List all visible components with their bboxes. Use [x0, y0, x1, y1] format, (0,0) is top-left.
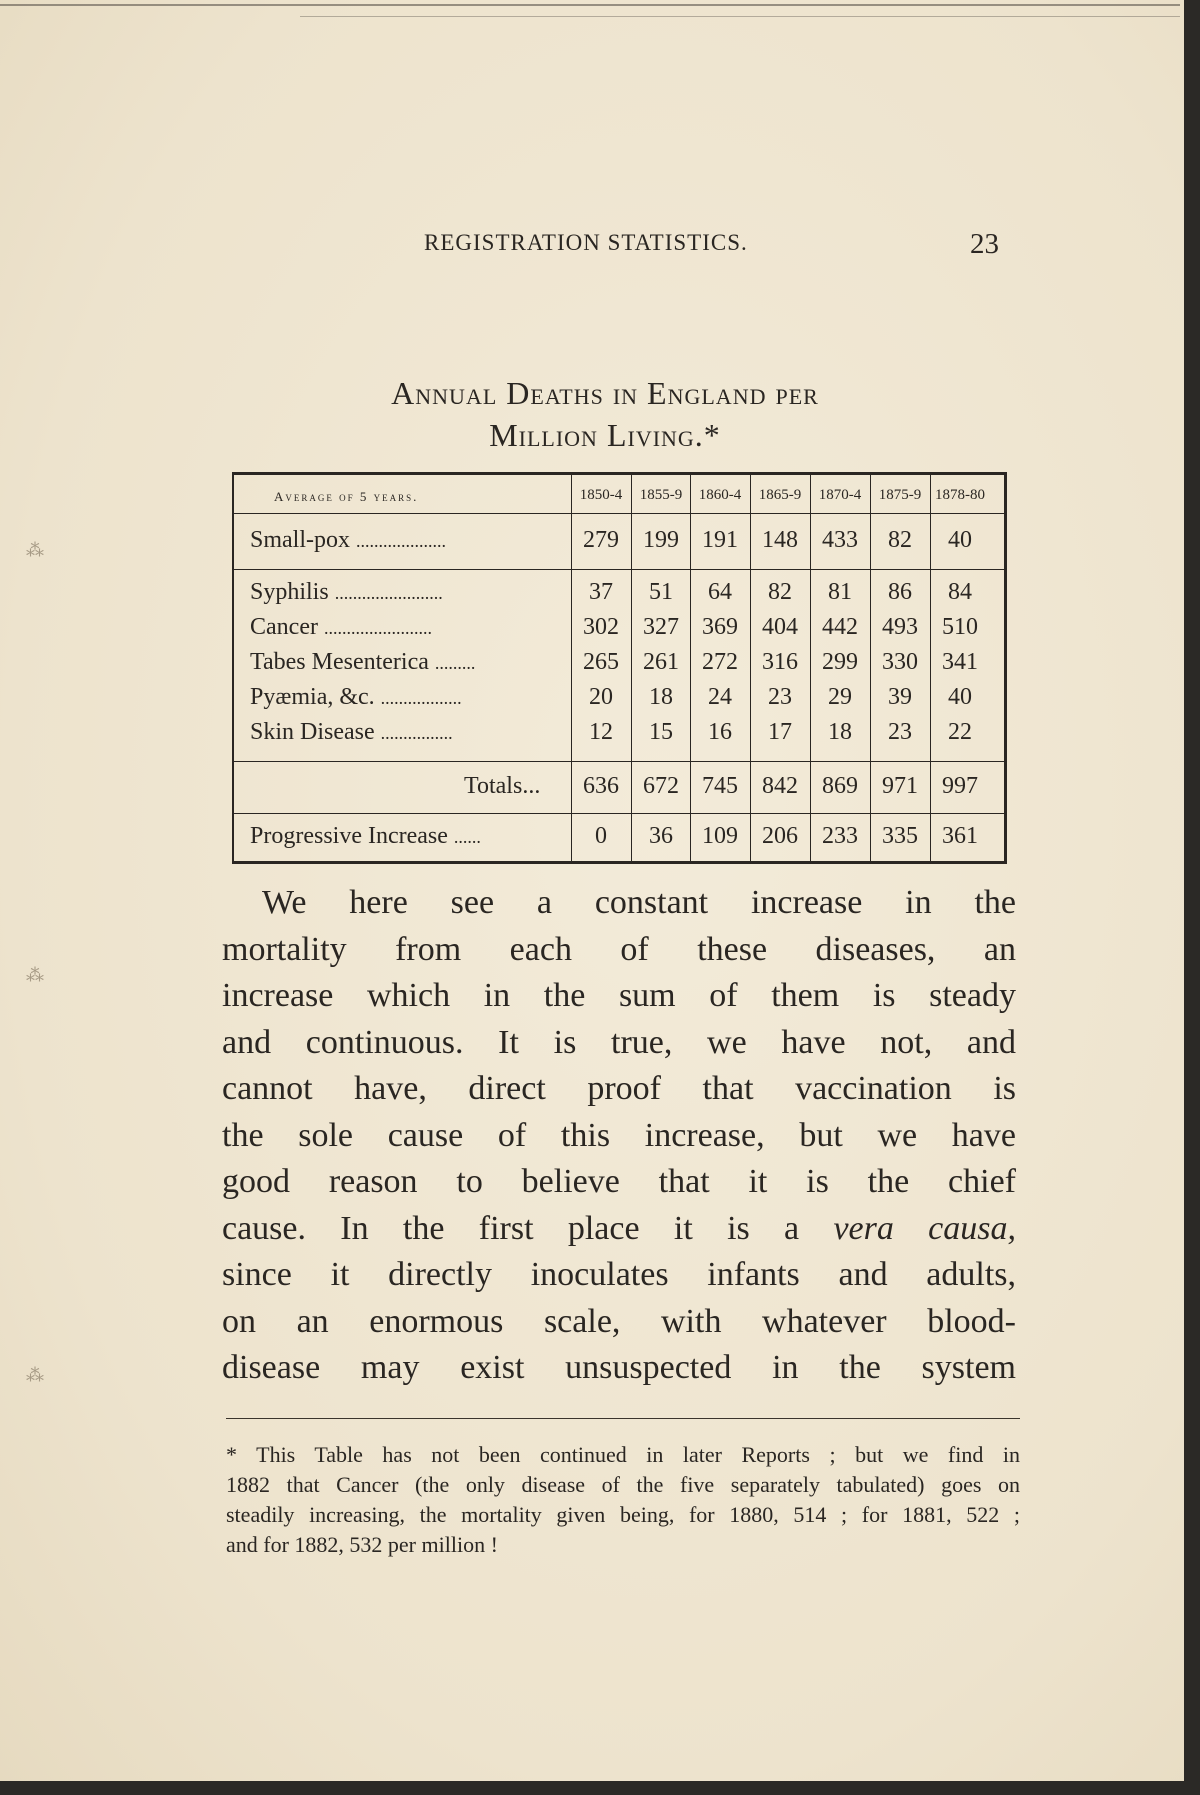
table-cell: 17	[768, 719, 792, 745]
margin-mark: ⁂	[26, 1365, 44, 1385]
table-cell: 40	[948, 527, 972, 553]
row-label-text: Skin Disease	[250, 719, 375, 745]
table-cell: 404	[762, 614, 798, 640]
table-cell: 82	[768, 579, 792, 605]
row-label-text: Progressive Increase	[250, 823, 448, 849]
table-cell: 191	[702, 527, 738, 553]
scan-edge-bottom	[0, 1781, 1200, 1795]
table-cell: 493	[882, 614, 918, 640]
totals-cell: 745	[702, 773, 738, 799]
table-cell: 29	[828, 684, 852, 710]
progressive-cell: 109	[702, 823, 738, 849]
column-header: 1860-4	[698, 487, 742, 503]
row-label-text: Pyæmia, &c.	[250, 684, 375, 710]
body-line: the sole cause of this increase, but we have	[222, 1116, 1016, 1154]
totals-cell: 636	[583, 773, 619, 799]
table-cell: 18	[828, 719, 852, 745]
table-cell: 261	[643, 649, 679, 675]
table-cell: 40	[948, 684, 972, 710]
table-cell: 64	[708, 579, 732, 605]
row-label-tabes-mesenterica	[250, 649, 475, 676]
margin-mark: ⁂	[26, 965, 44, 985]
table-cell: 37	[589, 579, 613, 605]
row-rule	[234, 569, 1004, 570]
table-title-line-1: Annual Deaths in England per	[391, 375, 819, 411]
top-rule	[0, 4, 1180, 6]
italic-phrase: vera causa,	[833, 1209, 1016, 1247]
footnote-line: steadily increasing, the mortality given being, for 1880, 514 ; for 1881, 522 ;	[226, 1502, 1020, 1527]
leader-dots: ........................	[334, 583, 443, 603]
progressive-cell: 233	[822, 823, 858, 849]
progressive-cell: 335	[882, 823, 918, 849]
table-cell: 341	[942, 649, 978, 675]
body-line-text: cause. In the first place it is a	[222, 1209, 800, 1247]
table-cell: 86	[888, 579, 912, 605]
table-cell: 442	[822, 614, 858, 640]
table-cell: 199	[643, 527, 679, 553]
table-cell: 20	[589, 684, 613, 710]
leader-dots: ........................	[323, 618, 432, 638]
table-cell: 279	[583, 527, 619, 553]
progressive-cell: 36	[649, 823, 673, 849]
table-cell: 16	[708, 719, 732, 745]
table-cell: 316	[762, 649, 798, 675]
totals-cell: 842	[762, 773, 798, 799]
margin-mark: ⁂	[26, 540, 44, 560]
table-cell: 82	[888, 527, 912, 553]
leader-dots: .........	[434, 653, 476, 673]
body-line: and continuous. It is true, we have not, and	[222, 1023, 1016, 1061]
leader-dots: ..................	[380, 688, 462, 708]
running-head-title: REGISTRATION STATISTICS.	[424, 230, 748, 255]
totals-label: Totals...	[464, 773, 541, 799]
body-line: We here see a constant increase in the	[262, 884, 1016, 921]
row-label-cancer	[250, 614, 432, 641]
page-number: 23	[970, 228, 999, 260]
row-rule	[234, 813, 1004, 814]
totals-cell: 869	[822, 773, 858, 799]
progressive-cell: 361	[942, 823, 978, 849]
column-header: 1870-4	[818, 487, 862, 503]
running-head	[0, 228, 1200, 264]
mortality-table	[232, 472, 1007, 864]
table-cell: 330	[882, 649, 918, 675]
table-cell: 51	[649, 579, 673, 605]
body-line: increase which in the sum of them is steady	[222, 977, 1016, 1014]
column-header: 1865-9	[758, 487, 802, 503]
leader-dots: ......	[453, 827, 481, 847]
table-cell: 22	[948, 719, 972, 745]
column-header: 1875-9	[878, 487, 922, 503]
row-label-text: Small-pox	[250, 527, 350, 553]
footnote-line: and for 1882, 532 per million !	[226, 1532, 498, 1557]
totals-cell: 971	[882, 773, 918, 799]
leader-dots: ................	[380, 723, 453, 743]
row-label-pyaemia	[250, 684, 462, 711]
table-cell: 299	[822, 649, 858, 675]
body-line: since it directly inoculates infants and adults,	[222, 1256, 1016, 1293]
table-cell: 302	[583, 614, 619, 640]
column-header: 1850-4	[579, 487, 623, 503]
totals-cell: 997	[942, 773, 978, 799]
table-cell: 369	[702, 614, 738, 640]
row-label-text: Tabes Mesenterica	[250, 649, 429, 675]
table-cell: 433	[822, 527, 858, 553]
row-label-skin-disease	[250, 719, 453, 746]
progressive-cell: 0	[595, 823, 607, 849]
body-paragraph	[222, 880, 1016, 1392]
footnote	[226, 1440, 1020, 1560]
table-cell: 510	[942, 614, 978, 640]
leader-dots: ....................	[356, 531, 446, 551]
table-cell: 23	[768, 684, 792, 710]
row-label-small-pox	[250, 527, 446, 554]
table-cell: 12	[589, 719, 613, 745]
table-cell: 148	[762, 527, 798, 553]
row-rule	[234, 513, 1004, 514]
body-line: good reason to believe that it is the chief	[222, 1163, 1016, 1200]
table-cell: 272	[702, 649, 738, 675]
footnote-line: * This Table has not been continued in later Reports ; but we find in	[226, 1442, 1020, 1467]
table-title-line-2: Million Living.*	[489, 417, 721, 453]
table-cell: 15	[649, 719, 673, 745]
top-rule-secondary	[300, 16, 1180, 17]
footnote-line: 1882 that Cancer (the only disease of the five separately tabulated) goes on	[226, 1472, 1020, 1497]
body-line: on an enormous scale, with whatever blood-	[222, 1302, 1016, 1340]
column-header: 1855-9	[639, 487, 683, 503]
totals-cell: 672	[643, 773, 679, 799]
table-cell: 18	[649, 684, 673, 710]
table-cell: 327	[643, 614, 679, 640]
progressive-cell: 206	[762, 823, 798, 849]
column-header: 1878-80	[935, 487, 985, 503]
table-cell: 265	[583, 649, 619, 675]
table-title	[230, 372, 980, 456]
body-line-with-italic	[222, 1206, 1016, 1253]
row-label-syphilis	[250, 579, 443, 606]
table-header-label: Average of 5 years.	[274, 489, 419, 504]
body-line: mortality from each of these diseases, an	[222, 930, 1016, 968]
row-label-text: Syphilis	[250, 579, 329, 605]
body-line: disease may exist unsuspected in the system	[222, 1349, 1016, 1386]
body-line: cannot have, direct proof that vaccination is	[222, 1070, 1016, 1107]
table-cell: 81	[828, 579, 852, 605]
footnote-rule	[226, 1418, 1020, 1419]
table-cell: 84	[948, 579, 972, 605]
scan-edge-right	[1184, 0, 1200, 1795]
table-cell: 24	[708, 684, 732, 710]
row-label-progressive-increase	[250, 823, 481, 850]
table-cell: 23	[888, 719, 912, 745]
table-cell: 39	[888, 684, 912, 710]
row-rule	[234, 761, 1004, 762]
row-label-text: Cancer	[250, 614, 318, 640]
